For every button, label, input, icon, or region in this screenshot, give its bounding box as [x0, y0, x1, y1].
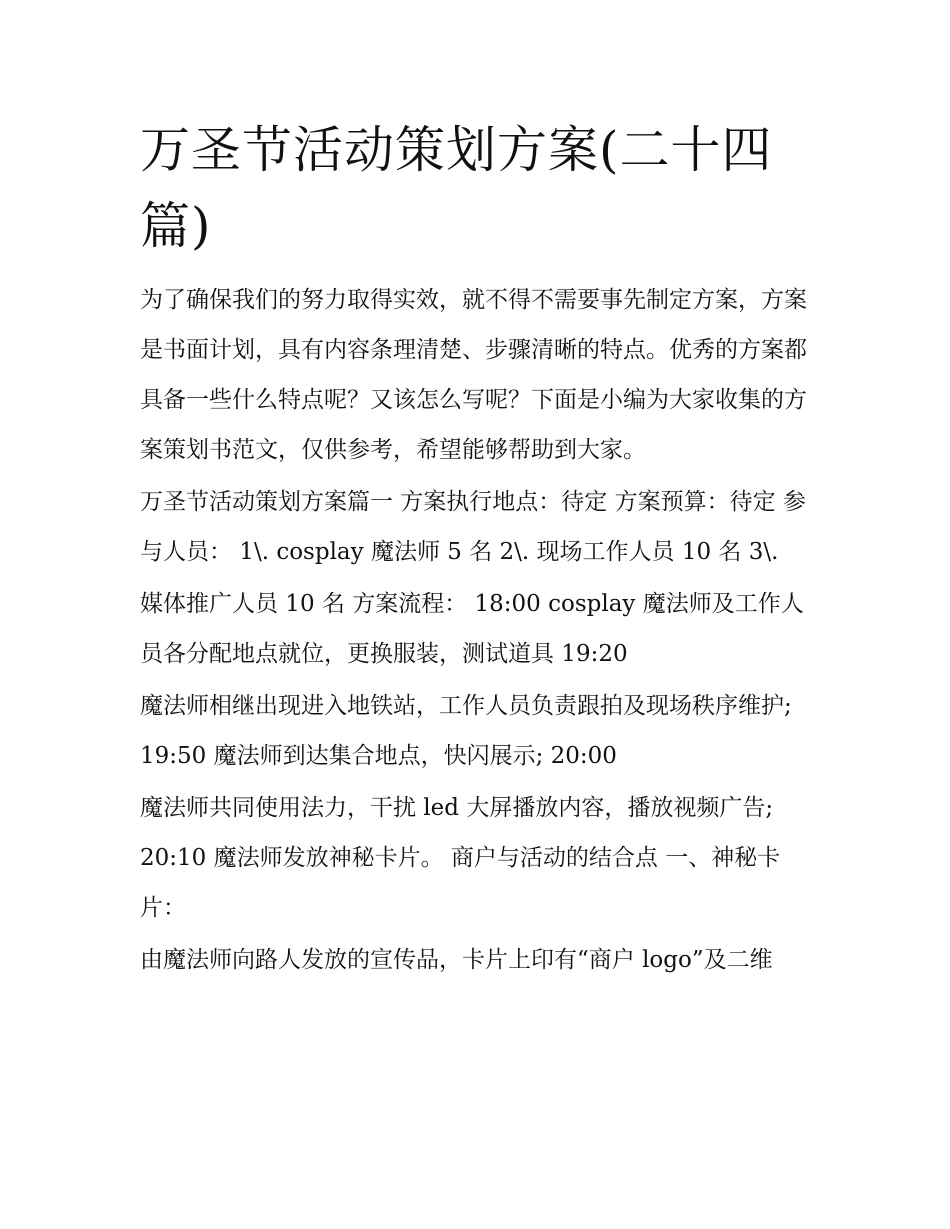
- paragraph-plan-process: 媒体推广人员 10 名 方案流程： 18:00 cosplay 魔法师及工作人员各分配地点就位，更换服装，测试道具 19:20: [140, 591, 804, 667]
- paragraph-card: 由魔法师向路人发放的宣传品，卡片上印有“商户 logo”及二维: [140, 947, 773, 973]
- paragraph-led-screen: 魔法师共同使用法力，干扰 led 大屏播放内容，播放视频广告; 20:10 魔法师发放神秘卡片。 商户与活动的结合点 一、神秘卡片：: [140, 795, 781, 921]
- paragraph-intro: 为了确保我们的努力取得实效，就不得不需要事先制定方案，方案是书面计划，具有内容条理清楚、步骤清晰的特点。优秀的方案都具备一些什么特点呢？又该怎么写呢？下面是小编为大家收集的方案策划书范文，仅供参考，希望能够帮助到大家。: [140, 287, 807, 463]
- paragraph-subway: 魔法师相继出现进入地铁站，工作人员负责跟拍及现场秩序维护; 19:50 魔法师到达集合地点，快闪展示; 20:00: [140, 693, 792, 769]
- paragraph-plan-overview: 万圣节活动策划方案篇一 方案执行地点：待定 方案预算：待定 参与人员： 1\. cosplay 魔法师 5 名 2\. 现场工作人员 10 名 3\.: [140, 489, 806, 565]
- document-title: 万圣节活动策划方案(二十四篇): [140, 121, 773, 255]
- document-body: [140, 275, 815, 987]
